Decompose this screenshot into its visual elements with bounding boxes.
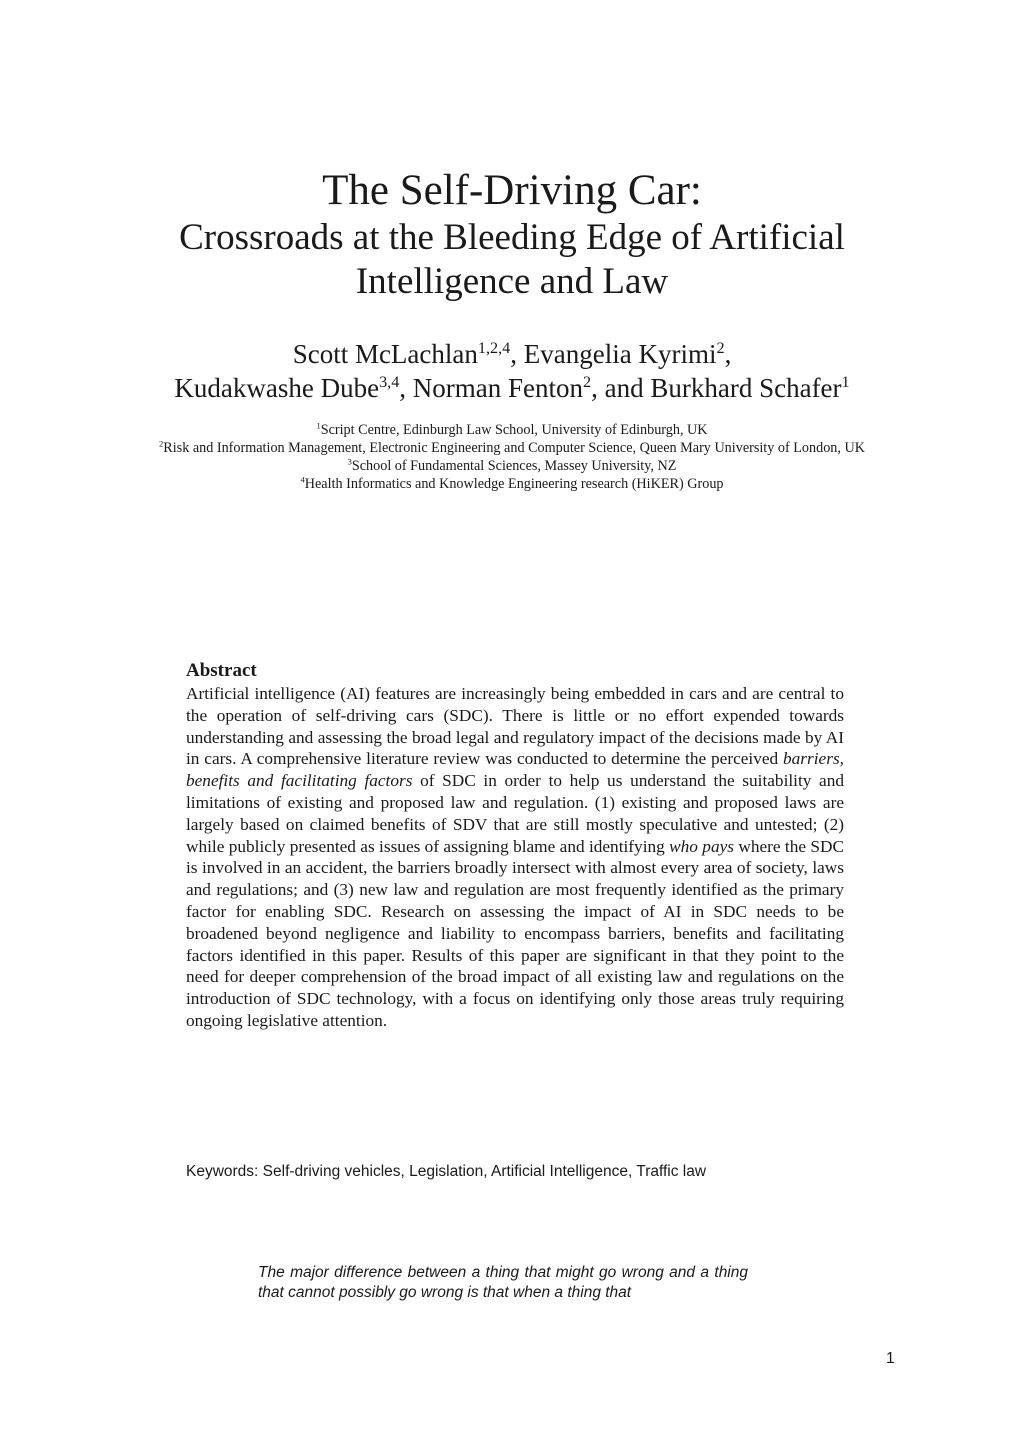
author-name: Scott McLachlan <box>292 339 478 369</box>
abstract-emphasis: who pays <box>669 836 734 856</box>
authors-line2 <box>0 371 1024 405</box>
affiliation-marker: 3 <box>347 456 352 467</box>
abstract-text: Artificial intelligence (AI) features are increasingly being embedded in cars and are central to the operation of self-driving cars (SDC). There is little or no effort expended towards understanding and assessing the broad legal and regulatory impact of the decisions made by AI in cars. A comprehensive literature review was conducted to determine the perceived <box>186 684 844 769</box>
author-name: Norman Fenton <box>412 373 584 403</box>
affiliation-text: Script Centre, Edinburgh Law School, University of Edinburgh, UK <box>320 422 708 438</box>
author-separator: , <box>399 373 413 403</box>
epigraph-quote: The major difference between a thing that might go wrong and a thing that cannot possibly go wrong is that when a thing that <box>258 1264 748 1301</box>
author-name: Evangelia Kyrimi <box>523 339 717 369</box>
author-name: and Burkhard Schafer <box>604 373 842 403</box>
abstract-emphasis: barriers, benefits and facilitating factors <box>186 749 844 791</box>
affiliation <box>0 439 1024 457</box>
affiliation-text: Risk and Information Management, Electronic Engineering and Computer Science, Queen Mary University of London, UK <box>163 440 865 456</box>
affiliation <box>0 421 1024 439</box>
author-affiliation-marker: 2 <box>716 339 725 357</box>
affiliation-marker: 4 <box>300 474 305 485</box>
keywords: Keywords: Self-driving vehicles, Legislation, Artificial Intelligence, Traffic law <box>186 1163 707 1180</box>
affiliation-marker: 2 <box>159 438 164 449</box>
abstract-text: where the SDC is involved in an accident, the barriers broadly intersect with almost every area of society, laws and regulations; and (3) new law and regulation are most frequently identified as the primary factor for enabling SDC. Research on assessing the impact of AI in SDC needs to be broadened beyond negligence and liability to encompass barriers, benefits and facilitating factors identified in this paper. Results of this paper are significant in that they point to the need for deeper comprehension of the broad impact of all existing law and regulations on the introduction of SDC technology, with a focus on identifying only those areas truly requiring ongoing legislative attention. <box>186 836 844 1030</box>
author-affiliation-marker: 2 <box>583 373 592 391</box>
affiliation-marker: 1 <box>316 420 321 431</box>
abstract-text: of SDC in order to help us understand the suitability and limitations of existing and proposed law and regulation. (1) existing and proposed laws are largely based on claimed benefits of SDV that are still mostly speculative and untested; (2) while publicly presented as issues of assigning blame and identifying <box>186 771 845 856</box>
affiliation <box>0 457 1024 475</box>
author-affiliation-marker: 1,2,4 <box>477 339 511 357</box>
author-name: Kudakwashe Dube <box>174 373 380 403</box>
authors-line1 <box>0 337 1024 371</box>
affiliation <box>0 475 1024 493</box>
paper-title: The Self-Driving Car: <box>322 167 702 214</box>
abstract-heading: Abstract <box>186 660 257 681</box>
author-affiliation-marker: 1 <box>841 373 850 391</box>
author-separator: , <box>591 373 605 403</box>
abstract-body <box>186 683 844 1032</box>
affiliation-text: Health Informatics and Knowledge Engineering research (HiKER) Group <box>304 476 724 492</box>
author-affiliation-marker: 3,4 <box>379 373 400 391</box>
page-number: 1 <box>886 1350 895 1367</box>
affiliation-text: School of Fundamental Sciences, Massey University, NZ <box>351 458 677 474</box>
author-separator: , <box>724 339 732 369</box>
paper-subtitle-line1: Crossroads at the Bleeding Edge of Artificial <box>179 217 845 258</box>
author-separator: , <box>510 339 524 369</box>
paper-subtitle-line2: Intelligence and Law <box>355 261 669 302</box>
